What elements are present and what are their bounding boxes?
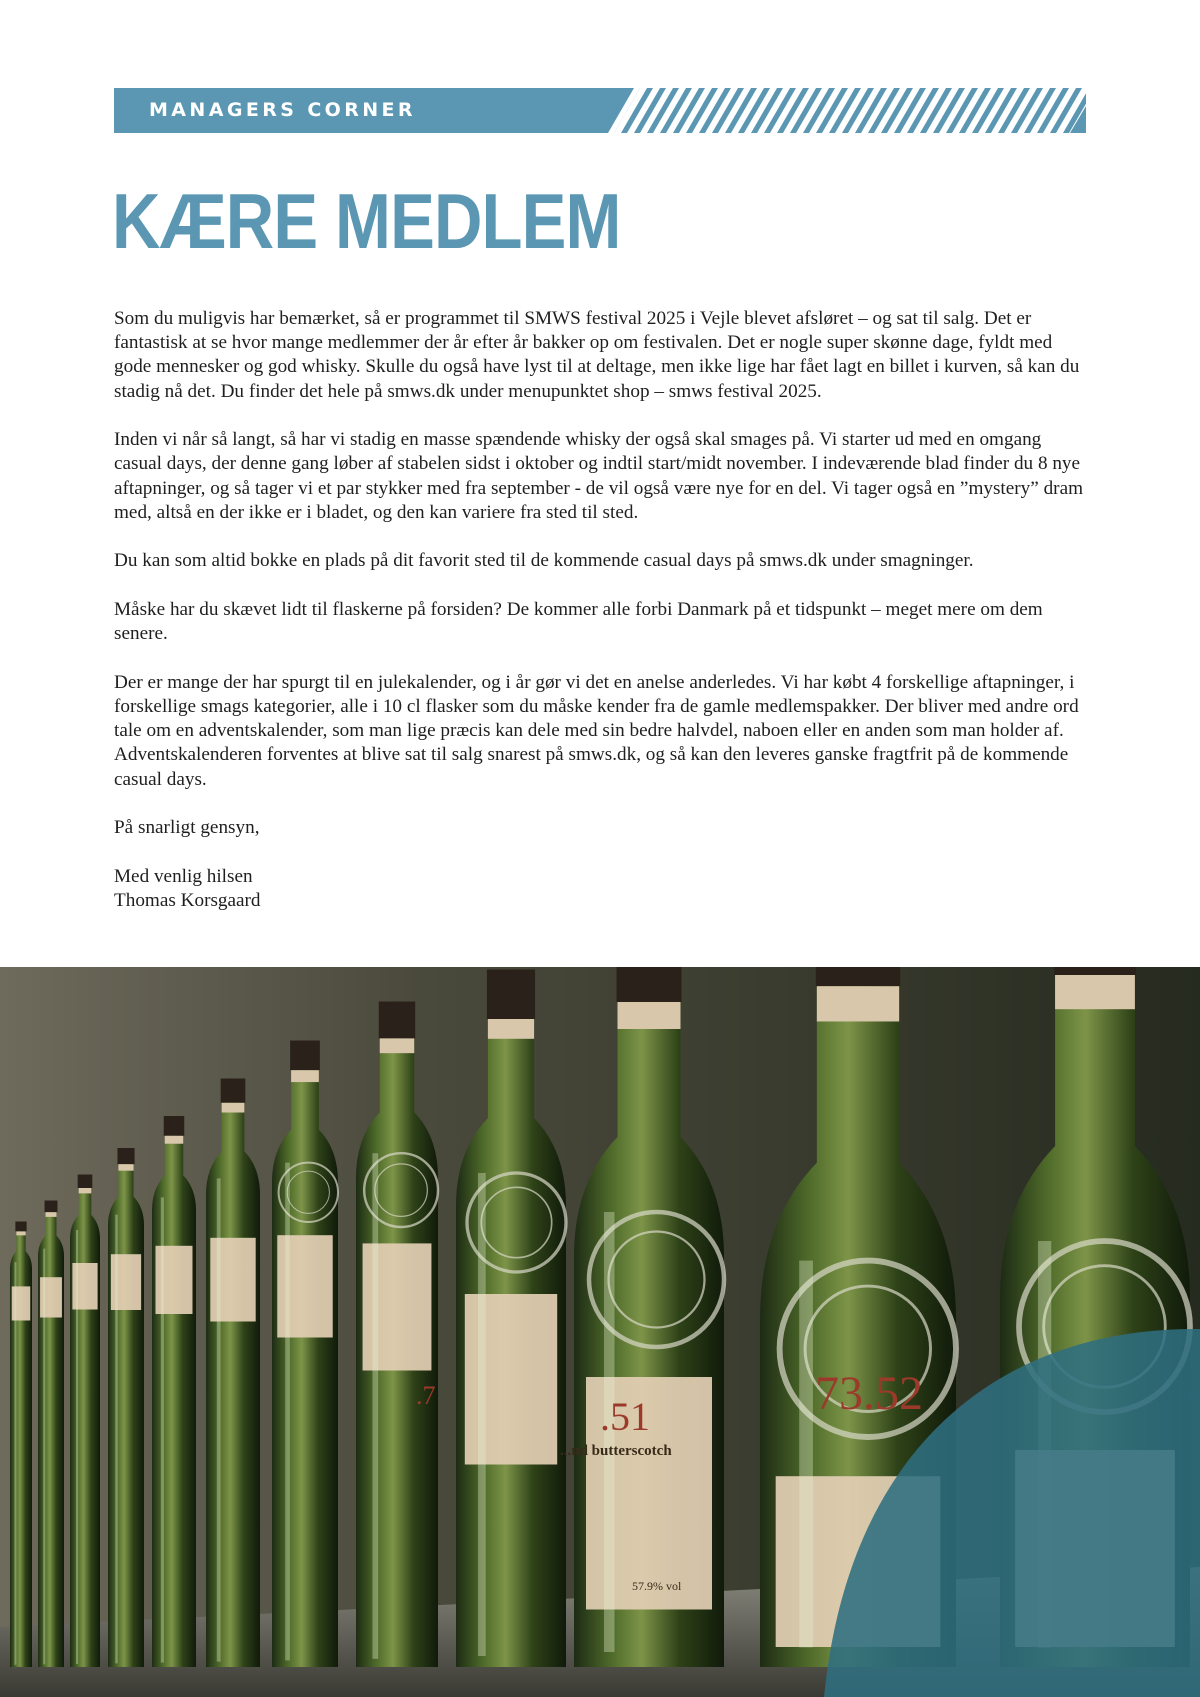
label-code: .7 <box>416 1381 436 1410</box>
greeting: På snarligt gensyn, <box>114 817 260 839</box>
signature-block <box>114 865 1088 913</box>
paragraph: Måske har du skævet lidt til flaskerne på forsiden? De kommer alle forbi Danmark på et tidspunkt – meget mere om dem senere. <box>114 599 1043 645</box>
section-banner <box>114 88 1086 133</box>
page-title: KÆRE MEDLEM <box>112 177 621 265</box>
banner-stripes <box>608 88 1086 133</box>
bottles-illustration <box>0 967 1200 1697</box>
paragraph: Inden vi når så langt, så har vi stadig en masse spændende whisky der også skal smages på. Vi starter ud med en omgang casual days, der denne gang løber af stabelen sidst i oktober og indtil start/midt november. I indeværende blad finder du 8 nye aftapninger, og så tager vi et par stykker med fra september - de vil også være nye for en del. Vi tager også en ”mystery” dram med, altså en der ikke er i bladet, og den kan variere fra sted til sted. <box>114 429 1084 523</box>
paragraph: Du kan som altid bokke en plads på dit favorit sted til de kommende casual days på smws.dk under smagninger. <box>114 550 974 572</box>
closing-line: Med venlig hilsen <box>114 865 253 887</box>
signature-name: Thomas Korsgaard <box>114 890 261 911</box>
paragraph: Der er mange der har spurgt til en julekalender, og i år gør vi det en anelse anderledes. Vi har købt 4 forskellige aftapninger, i forskellige smags kategorier, alle i 10 cl flasker som du måske kender fra de gamle medlemspakker. Der bliver med andre ord tale om en adventskalender, som man lige præcis kan dele med sin bedre halvdel, naboen eller en anden som man holder af. Adventskalenderen forventes at blive sat til salg snarest på smws.dk, og så kan den leveres ganske fragtfrit på de kommende casual days. <box>114 671 1079 790</box>
label-code: .51 <box>600 1394 650 1439</box>
label-abv: 57.9% vol <box>632 1579 682 1593</box>
section-label: MANAGERS CORNER <box>149 99 416 121</box>
paragraph: Som du muligvis har bemærket, så er programmet til SMWS festival 2025 i Vejle blevet afsløret – og sat til salg. Det er fantastisk at se hvor mange medlemmer der år efter år bakker op om festivalen. Det er nogle super skønne dage, fyldt med gode mennesker og god whisky. Skulle du også have lyst til at deltage, men ikke lige har fået lagt en billet i kurven, så kan du stadig nå det. Du finder det hele på smws.dk under menupunktet shop – smws festival 2025. <box>114 308 1080 402</box>
label-subtitle: ...nd butterscotch <box>560 1443 672 1459</box>
label-code: 73.52 <box>815 1367 923 1420</box>
letter-body <box>114 307 1088 938</box>
bottles-photo <box>0 967 1200 1697</box>
